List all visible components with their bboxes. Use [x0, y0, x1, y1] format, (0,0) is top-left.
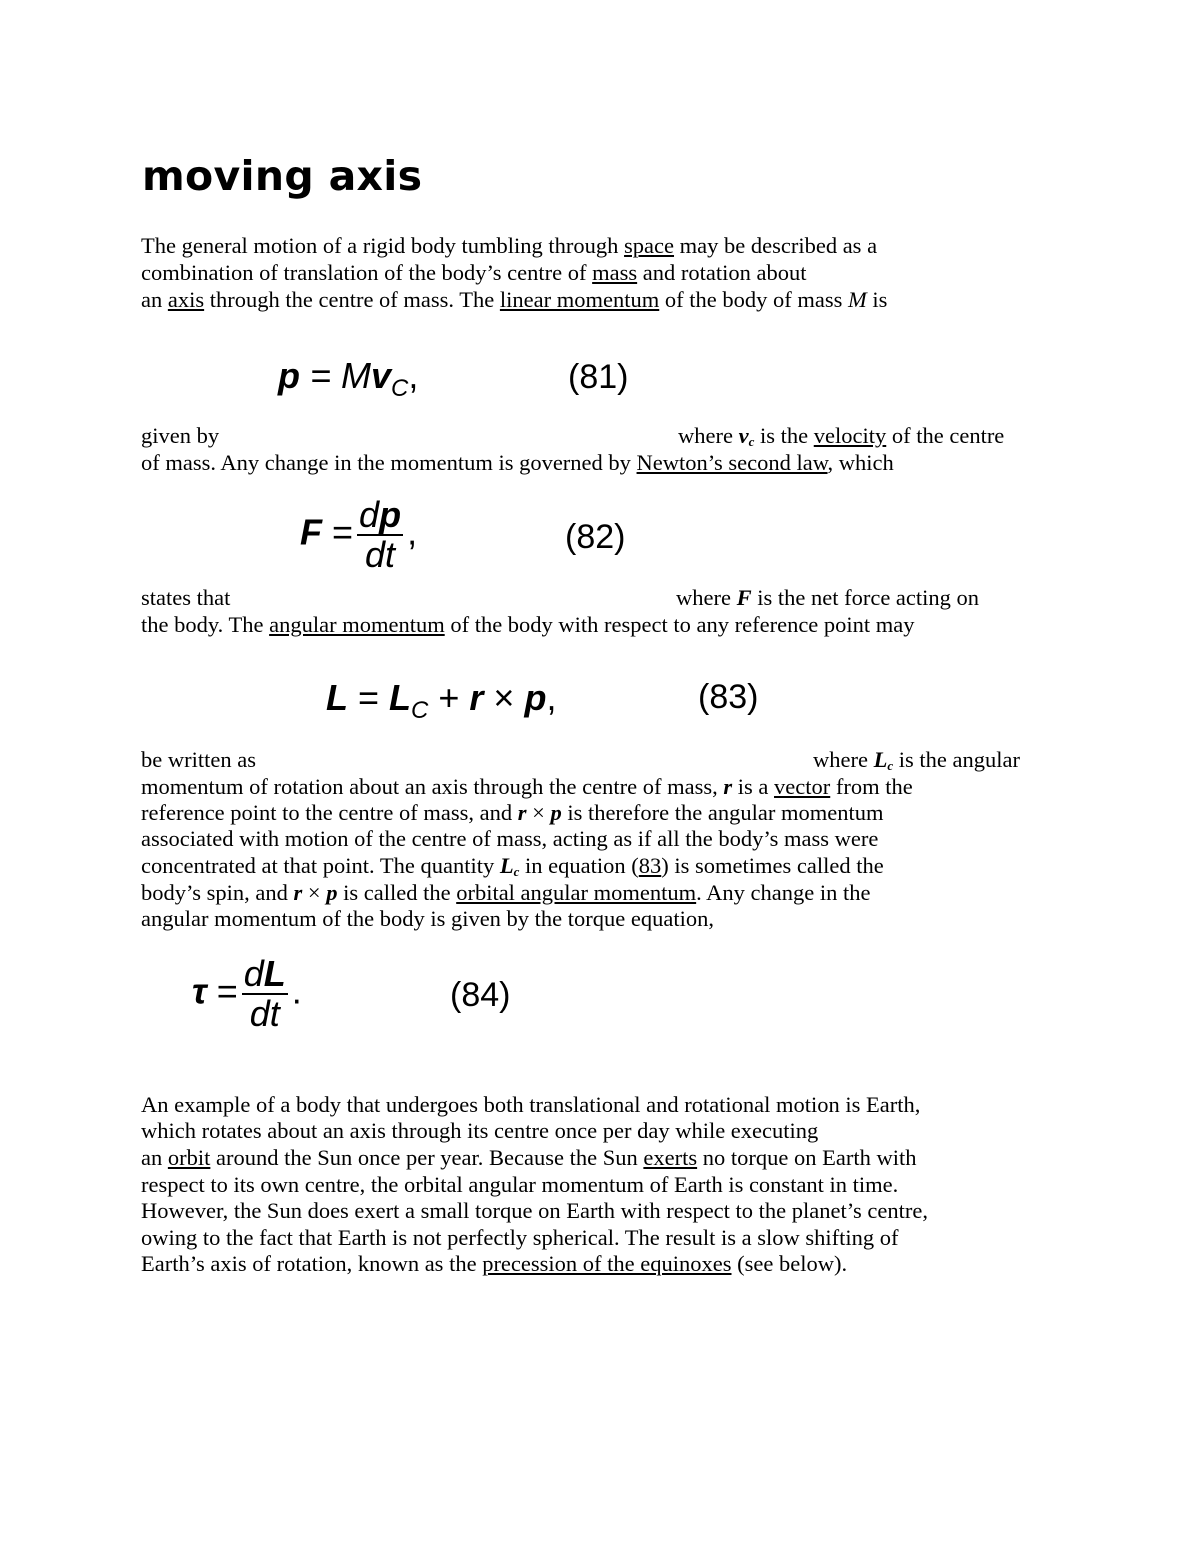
eq-fraction [242, 955, 288, 1033]
after83-line2 [141, 773, 1071, 800]
eq-symbol: , [546, 677, 557, 718]
eq-symbol: = M [300, 355, 372, 396]
text: is therefore the angular momentum [561, 800, 884, 825]
eq-symbol: L [263, 953, 286, 994]
equation-81 [278, 356, 418, 409]
link-linear-momentum[interactable]: linear momentum [499, 287, 660, 312]
after81-line2 [141, 449, 1071, 476]
text: in equation ( [519, 853, 639, 878]
fraction-denominator: dt [365, 534, 396, 575]
eq-symbol: d [359, 494, 380, 535]
link-equation-83[interactable]: 83 [638, 853, 662, 878]
para5-line6: owing to the fact that Earth is not perfectly spherical. The result is a slow shifting of [141, 1225, 899, 1250]
para5-line4: respect to its own centre, the orbital angular momentum of Earth is constant in time. [141, 1172, 899, 1197]
text: no torque on Earth with [697, 1145, 917, 1170]
link-space[interactable]: space [624, 233, 675, 258]
para5-line3 [141, 1144, 1071, 1171]
eq-symbol: p [524, 677, 547, 718]
eq-symbol: , [408, 355, 419, 396]
text: body’s spin, and [141, 880, 294, 905]
text: where [678, 423, 739, 448]
text: reference point to the centre of mass, and [141, 800, 518, 825]
text: is [866, 287, 888, 312]
eq-subscript: C [411, 697, 429, 724]
after83-left: be written as [141, 747, 256, 772]
equation-number-81: (81) [568, 358, 629, 396]
link-newtons-second-law[interactable]: Newton’s second law [636, 450, 828, 475]
equation-83 [326, 678, 556, 731]
after82-line2 [141, 611, 1071, 638]
var-l: L [873, 747, 888, 772]
eq-symbol: p [379, 494, 402, 535]
text: where [813, 747, 874, 772]
text: of the body with respect to any reference point may [444, 612, 915, 637]
var-f: F [736, 585, 752, 610]
after82-right [676, 584, 979, 611]
text: is the net force acting on [751, 585, 980, 610]
text: from the [830, 774, 913, 799]
equation-84 [192, 955, 302, 1033]
var-p: p [550, 800, 562, 825]
text: through the centre of mass. The [204, 287, 500, 312]
text: is a [732, 774, 775, 799]
text: , which [827, 450, 894, 475]
eq-symbol: + [428, 677, 470, 718]
text: momentum of rotation about an axis through the centre of mass, [141, 774, 724, 799]
equation-number-83: (83) [698, 678, 759, 716]
eq-symbol: r [469, 677, 484, 718]
text: an [141, 1145, 168, 1170]
equation-number-82: (82) [565, 518, 626, 556]
para1-line1 [141, 232, 1071, 259]
eq-symbol: = [206, 970, 238, 1012]
fraction-denominator: dt [249, 993, 280, 1034]
eq-symbol: = [322, 511, 354, 553]
eq-symbol: v [371, 355, 392, 396]
text: . Any change in the [696, 880, 871, 905]
para5-line5: However, the Sun does exert a small torque on Earth with respect to the planet’s centre, [141, 1198, 928, 1223]
text: is the [754, 423, 814, 448]
subscript: c [887, 758, 894, 773]
equation-number-84: (84) [450, 976, 511, 1014]
eq-subscript: C [391, 375, 409, 402]
link-vector[interactable]: vector [774, 774, 831, 799]
after83-line6 [141, 879, 1071, 906]
var-m: M [847, 287, 867, 312]
equation-82 [300, 496, 417, 574]
eq-fraction [357, 496, 403, 574]
eq-symbol: F [300, 511, 322, 553]
link-velocity[interactable]: velocity [813, 423, 887, 448]
text: The general motion of a rigid body tumbling through [141, 233, 625, 258]
text: and rotation about [637, 260, 807, 285]
para5-line2: which rotates about an axis through its centre once per day while executing [141, 1118, 819, 1143]
para5-line1: An example of a body that undergoes both translational and rotational motion is Earth, [141, 1092, 921, 1117]
text: where [676, 585, 737, 610]
text: around the Sun once per year. Because the Sun [210, 1145, 644, 1170]
var-p: p [326, 880, 338, 905]
para1-line3 [141, 286, 1071, 313]
text: an [141, 287, 168, 312]
text: Earth’s axis of rotation, known as the [141, 1251, 483, 1276]
after82-left: states that [141, 585, 231, 610]
eq-symbol: d [243, 953, 264, 994]
link-axis[interactable]: axis [167, 287, 205, 312]
para1-line2 [141, 259, 1071, 286]
text: of the centre [886, 423, 1005, 448]
text: × [526, 800, 551, 825]
text: (see below). [731, 1251, 848, 1276]
page-title: moving axis [142, 152, 423, 200]
after81-left: given by [141, 423, 220, 448]
text: the body. The [141, 612, 270, 637]
text: may be described as a [674, 233, 878, 258]
text: is the angular [893, 747, 1020, 772]
after83-line4: associated with motion of the centre of mass, acting as if all the body’s mass were [141, 826, 879, 851]
para5-line7 [141, 1250, 1071, 1277]
eq-symbol: L [326, 677, 348, 718]
subscript: c [513, 864, 520, 879]
link-exerts[interactable]: exerts [643, 1145, 698, 1170]
after83-line3 [141, 799, 1071, 826]
link-precession-of-the-equinoxes[interactable]: precession of the equinoxes [482, 1251, 732, 1276]
link-orbit[interactable]: orbit [167, 1145, 211, 1170]
fraction-numerator [242, 955, 288, 995]
var-r: r [723, 774, 733, 799]
subscript: c [748, 434, 755, 449]
fraction-numerator [357, 496, 403, 536]
var-v: v [738, 423, 749, 448]
text: of the body of mass [659, 287, 848, 312]
text: of mass. Any change in the momentum is governed by [141, 450, 637, 475]
text: ) is sometimes called the [661, 853, 884, 878]
link-angular-momentum[interactable]: angular momentum [269, 612, 445, 637]
var-r: r [293, 880, 303, 905]
eq-symbol: , [407, 511, 418, 553]
text: combination of translation of the body’s centre of [141, 260, 593, 285]
eq-symbol: = [348, 677, 390, 718]
text: is called the [337, 880, 457, 905]
link-mass[interactable]: mass [592, 260, 638, 285]
after83-line7: angular momentum of the body is given by the torque equation, [141, 906, 715, 931]
link-orbital-angular-momentum[interactable]: orbital angular momentum [456, 880, 697, 905]
text: × [302, 880, 327, 905]
eq-symbol: L [389, 677, 412, 718]
eq-symbol: p [278, 355, 300, 396]
eq-symbol: × [483, 677, 525, 718]
var-r: r [517, 800, 527, 825]
eq-symbol: τ [192, 970, 207, 1012]
var-l: L [499, 853, 514, 878]
text: concentrated at that point. The quantity [141, 853, 500, 878]
eq-symbol: . [291, 970, 302, 1012]
